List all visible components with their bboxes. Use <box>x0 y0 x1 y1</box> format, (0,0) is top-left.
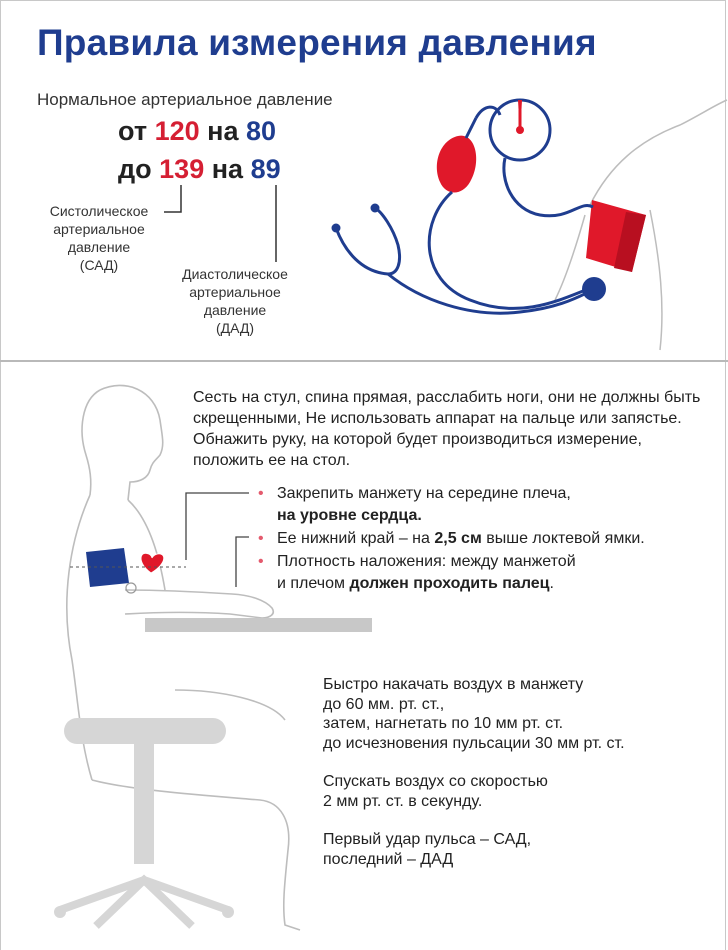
diastolic-low-value: 80 <box>245 116 277 146</box>
elbow-mark <box>126 583 136 593</box>
gauge-icon <box>490 100 550 160</box>
stethoscope-chestpiece <box>582 277 606 301</box>
normal-pressure-heading: Нормальное артериальное давление <box>37 90 333 109</box>
systolic-connector <box>164 185 181 212</box>
list-item: • Плотность наложения: между манжетой и плечом должен проходить палец. <box>258 553 576 592</box>
pumping-paragraph-1: Быстро накачать воздух в манжету до 60 мм. рт. ст., затем, нагнетать по 10 мм рт. ст. до исчезновения пульсации 30 мм рт. ст. <box>323 676 625 752</box>
systolic-low-value: 120 <box>154 116 200 146</box>
pumping-paragraph-2: Спускать воздух со скоростью 2 мм рт. ст. в секунду. <box>323 773 548 810</box>
diastolic-label: Диастолическое артериальное давление (ДАД) <box>182 266 288 336</box>
diastolic-high-value: 89 <box>250 154 281 184</box>
cuff-icon <box>586 200 646 272</box>
prefix-to: до <box>118 154 152 184</box>
word-na: на <box>207 116 239 146</box>
stool <box>54 718 234 926</box>
page-title: Правила измерения давления <box>37 22 597 63</box>
cuff-rules-list <box>253 483 723 596</box>
systolic-high-value: 139 <box>159 154 205 184</box>
bulb-icon <box>437 118 476 193</box>
list-item: • Закрепить манжету на середине плеча, на уровне сердца. <box>258 485 571 524</box>
bullet-dot: • <box>258 530 264 547</box>
bullet-connectors <box>186 493 249 587</box>
systolic-label: Систолическое артериальное давление (САД) <box>49 203 149 273</box>
bullet-dot: • <box>258 485 264 502</box>
pumping-paragraph-3: Первый удар пульса – САД, последний – ДАД <box>323 831 532 868</box>
pumping-instructions <box>323 675 718 888</box>
desk <box>145 618 372 632</box>
list-item: • Ее нижний край – на 2,5 см выше локтевой ямки. <box>253 528 723 550</box>
prefix-from: от <box>118 116 148 146</box>
sitting-instructions: Сесть на стул, спина прямая, расслабить ноги, они не должны быть скрещенными, Не использовать аппарат на пальце или запястье. Обнажить руку, на которой будет производиться измерение, положить ее на стол. <box>193 389 701 469</box>
bullet-dot: • <box>258 553 264 570</box>
word-na: на <box>211 154 244 184</box>
